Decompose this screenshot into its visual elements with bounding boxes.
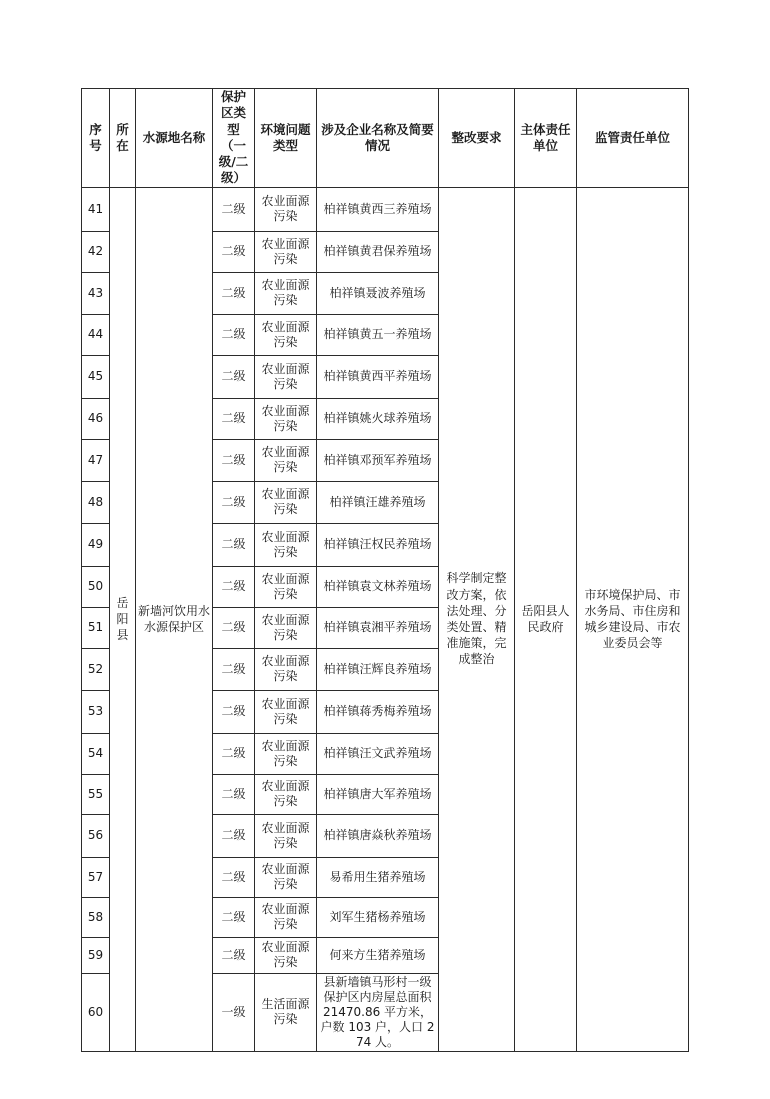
row-level: 二级 — [213, 897, 255, 937]
subject-cell: 岳阳县人民政府 — [515, 187, 577, 1051]
header-supervisor: 监管责任单位 — [577, 89, 689, 188]
row-enterprise: 柏祥镇汪权民养殖场 — [317, 523, 439, 566]
row-issue: 农业面源污染 — [255, 566, 317, 607]
row-seq: 48 — [82, 481, 110, 523]
row-enterprise: 柏祥镇唐大军养殖场 — [317, 774, 439, 814]
row-issue: 农业面源污染 — [255, 607, 317, 648]
row-level: 二级 — [213, 355, 255, 398]
row-level: 二级 — [213, 648, 255, 690]
header-source-name: 水源地名称 — [136, 89, 213, 188]
row-seq: 60 — [82, 973, 110, 1051]
row-issue: 农业面源污染 — [255, 355, 317, 398]
row-level: 二级 — [213, 607, 255, 648]
row-level: 二级 — [213, 814, 255, 857]
row-level: 二级 — [213, 314, 255, 355]
row-issue: 农业面源污染 — [255, 314, 317, 355]
table-body — [82, 187, 689, 1051]
row-enterprise: 柏祥镇蒋秀梅养殖场 — [317, 690, 439, 733]
row-issue: 农业面源污染 — [255, 523, 317, 566]
location-cell: 岳阳县 — [110, 187, 136, 1051]
row-seq: 58 — [82, 897, 110, 937]
row-level: 二级 — [213, 690, 255, 733]
row-issue: 农业面源污染 — [255, 272, 317, 314]
row-issue: 农业面源污染 — [255, 481, 317, 523]
row-enterprise: 柏祥镇袁文林养殖场 — [317, 566, 439, 607]
row-enterprise: 柏祥镇黄五一养殖场 — [317, 314, 439, 355]
table-row — [82, 187, 689, 231]
row-issue: 农业面源污染 — [255, 937, 317, 973]
row-seq: 41 — [82, 187, 110, 231]
row-level: 二级 — [213, 733, 255, 774]
row-enterprise: 柏祥镇聂波养殖场 — [317, 272, 439, 314]
row-issue: 农业面源污染 — [255, 187, 317, 231]
row-seq: 57 — [82, 857, 110, 897]
row-enterprise: 柏祥镇汪雄养殖场 — [317, 481, 439, 523]
header-requirement: 整改要求 — [439, 89, 515, 188]
row-enterprise: 柏祥镇黄君保养殖场 — [317, 231, 439, 272]
row-enterprise: 柏祥镇汪辉良养殖场 — [317, 648, 439, 690]
row-seq: 49 — [82, 523, 110, 566]
row-level: 一级 — [213, 973, 255, 1051]
row-enterprise: 何来方生猪养殖场 — [317, 937, 439, 973]
row-seq: 44 — [82, 314, 110, 355]
header-subject: 主体责任单位 — [515, 89, 577, 188]
row-seq: 54 — [82, 733, 110, 774]
row-issue: 农业面源污染 — [255, 398, 317, 439]
header-env-type: 环境问题类型 — [255, 89, 317, 188]
row-issue: 农业面源污染 — [255, 774, 317, 814]
row-issue: 生活面源污染 — [255, 973, 317, 1051]
row-seq: 55 — [82, 774, 110, 814]
row-level: 二级 — [213, 231, 255, 272]
row-issue: 农业面源污染 — [255, 814, 317, 857]
row-issue: 农业面源污染 — [255, 733, 317, 774]
row-level: 二级 — [213, 566, 255, 607]
row-enterprise: 柏祥镇唐焱秋养殖场 — [317, 814, 439, 857]
row-enterprise: 柏祥镇汪文武养殖场 — [317, 733, 439, 774]
source-name-cell: 新墙河饮用水水源保护区 — [136, 187, 213, 1051]
row-issue: 农业面源污染 — [255, 857, 317, 897]
row-enterprise: 刘军生猪杨养殖场 — [317, 897, 439, 937]
header-seq: 序号 — [82, 89, 110, 188]
row-seq: 45 — [82, 355, 110, 398]
row-level: 二级 — [213, 857, 255, 897]
row-level: 二级 — [213, 272, 255, 314]
supervisor-cell: 市环境保护局、市水务局、市住房和城乡建设局、市农业委员会等 — [577, 187, 689, 1051]
header-enterprise: 涉及企业名称及简要情况 — [317, 89, 439, 188]
row-seq: 53 — [82, 690, 110, 733]
requirement-cell: 科学制定整改方案，依法处理、分类处置、精准施策，完成整治 — [439, 187, 515, 1051]
row-issue: 农业面源污染 — [255, 690, 317, 733]
row-level: 二级 — [213, 523, 255, 566]
row-seq: 59 — [82, 937, 110, 973]
row-enterprise: 柏祥镇姚火球养殖场 — [317, 398, 439, 439]
rectification-table — [81, 88, 689, 1052]
row-seq: 50 — [82, 566, 110, 607]
row-issue: 农业面源污染 — [255, 897, 317, 937]
row-seq: 51 — [82, 607, 110, 648]
header-protect-type: 保护区类型（一级/二级） — [213, 89, 255, 188]
header-row — [82, 89, 689, 188]
row-enterprise: 柏祥镇黄西平养殖场 — [317, 355, 439, 398]
row-seq: 43 — [82, 272, 110, 314]
row-enterprise: 易希用生猪养殖场 — [317, 857, 439, 897]
row-seq: 47 — [82, 439, 110, 481]
row-level: 二级 — [213, 481, 255, 523]
row-level: 二级 — [213, 439, 255, 481]
row-seq: 52 — [82, 648, 110, 690]
row-seq: 46 — [82, 398, 110, 439]
row-level: 二级 — [213, 774, 255, 814]
row-issue: 农业面源污染 — [255, 439, 317, 481]
row-level: 二级 — [213, 398, 255, 439]
row-enterprise: 柏祥镇黄西三养殖场 — [317, 187, 439, 231]
row-seq: 56 — [82, 814, 110, 857]
row-level: 二级 — [213, 187, 255, 231]
row-level: 二级 — [213, 937, 255, 973]
row-issue: 农业面源污染 — [255, 648, 317, 690]
row-seq: 42 — [82, 231, 110, 272]
row-enterprise: 柏祥镇邓预军养殖场 — [317, 439, 439, 481]
row-issue: 农业面源污染 — [255, 231, 317, 272]
row-enterprise: 柏祥镇袁湘平养殖场 — [317, 607, 439, 648]
header-location: 所在 — [110, 89, 136, 188]
row-enterprise: 县新墙镇马形村一级保护区内房屋总面积 21470.86 平方米，户数 103 户，人口 274 人。 — [317, 973, 439, 1051]
